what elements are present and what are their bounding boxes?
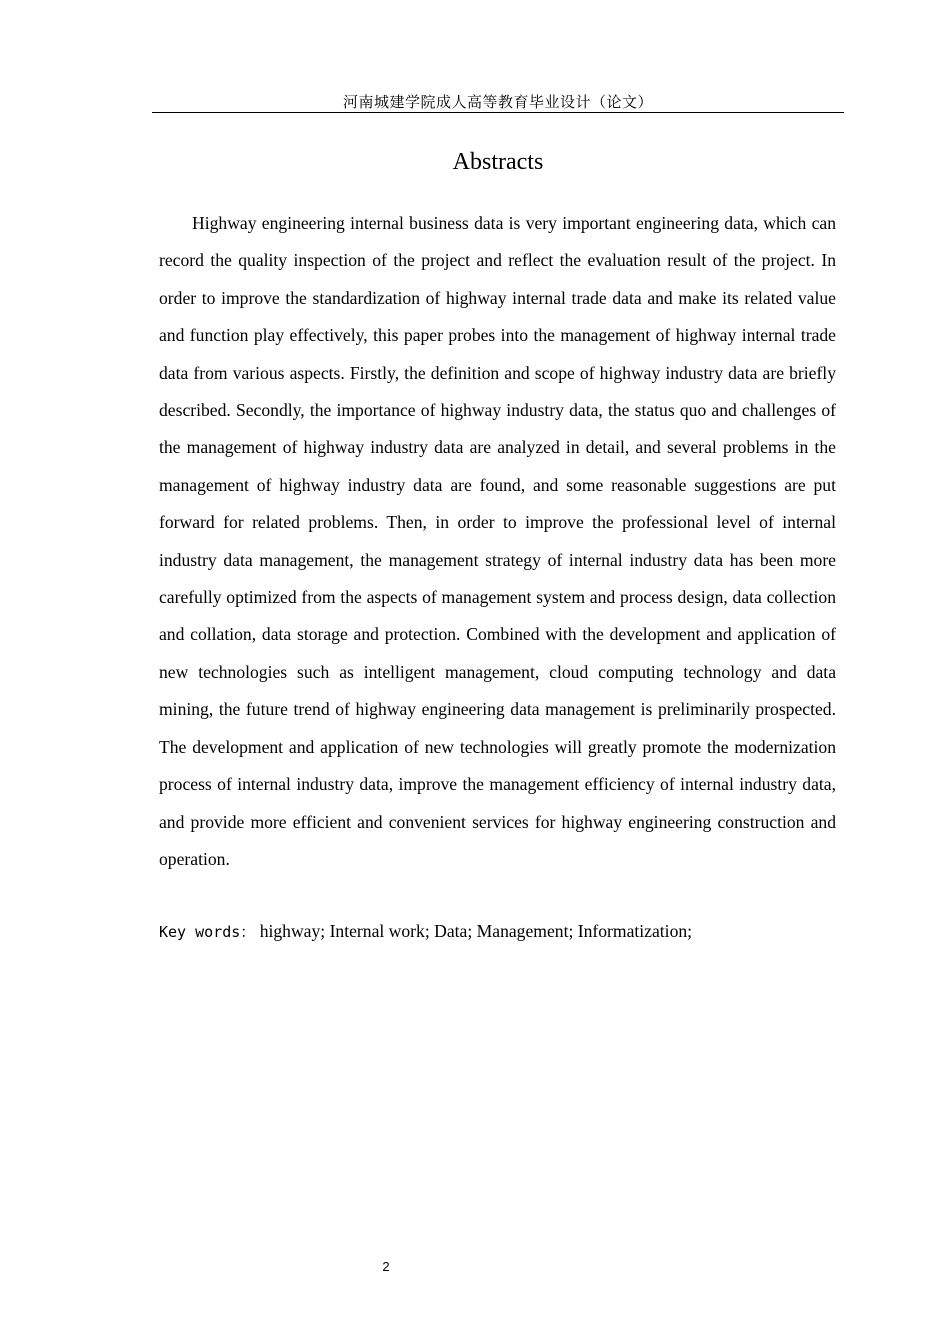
keywords-line <box>159 915 836 948</box>
abstract-paragraph: Highway engineering internal business data is very important engineering data, which can record the quality inspection of the project and reflect the evaluation result of the project. In order to improve the standardization of highway internal trade data and make its related value and function play effectively, this paper probes into the management of highway internal trade data from various aspects. Firstly, the definition and scope of highway industry data are briefly described. Secondly, the importance of highway industry data, the status quo and challenges of the management of highway industry data are analyzed in detail, and several problems in the management of highway industry data are found, and some reasonable suggestions are put forward for related problems. Then, in order to improve the professional level of internal industry data management, the management strategy of internal industry data has been more carefully optimized from the aspects of management system and process design, data collection and collation, data storage and protection. Combined with the development and application of new technologies such as intelligent management, cloud computing technology and data mining, the future trend of highway engineering data management is preliminarily prospected. The development and application of new technologies will greatly promote the modernization process of internal industry data, improve the management efficiency of internal industry data, and provide more efficient and convenient services for highway engineering construction and operation. <box>159 213 836 869</box>
header-divider <box>152 112 844 113</box>
keywords-label: Key words： <box>159 923 256 941</box>
page-title: Abstracts <box>452 149 544 175</box>
page-number: 2 <box>382 1259 390 1274</box>
keywords-value: highway; Internal work; Data; Management; Informatization; <box>259 921 693 941</box>
page-header: 河南城建学院成人高等教育毕业设计（论文） <box>342 93 653 111</box>
